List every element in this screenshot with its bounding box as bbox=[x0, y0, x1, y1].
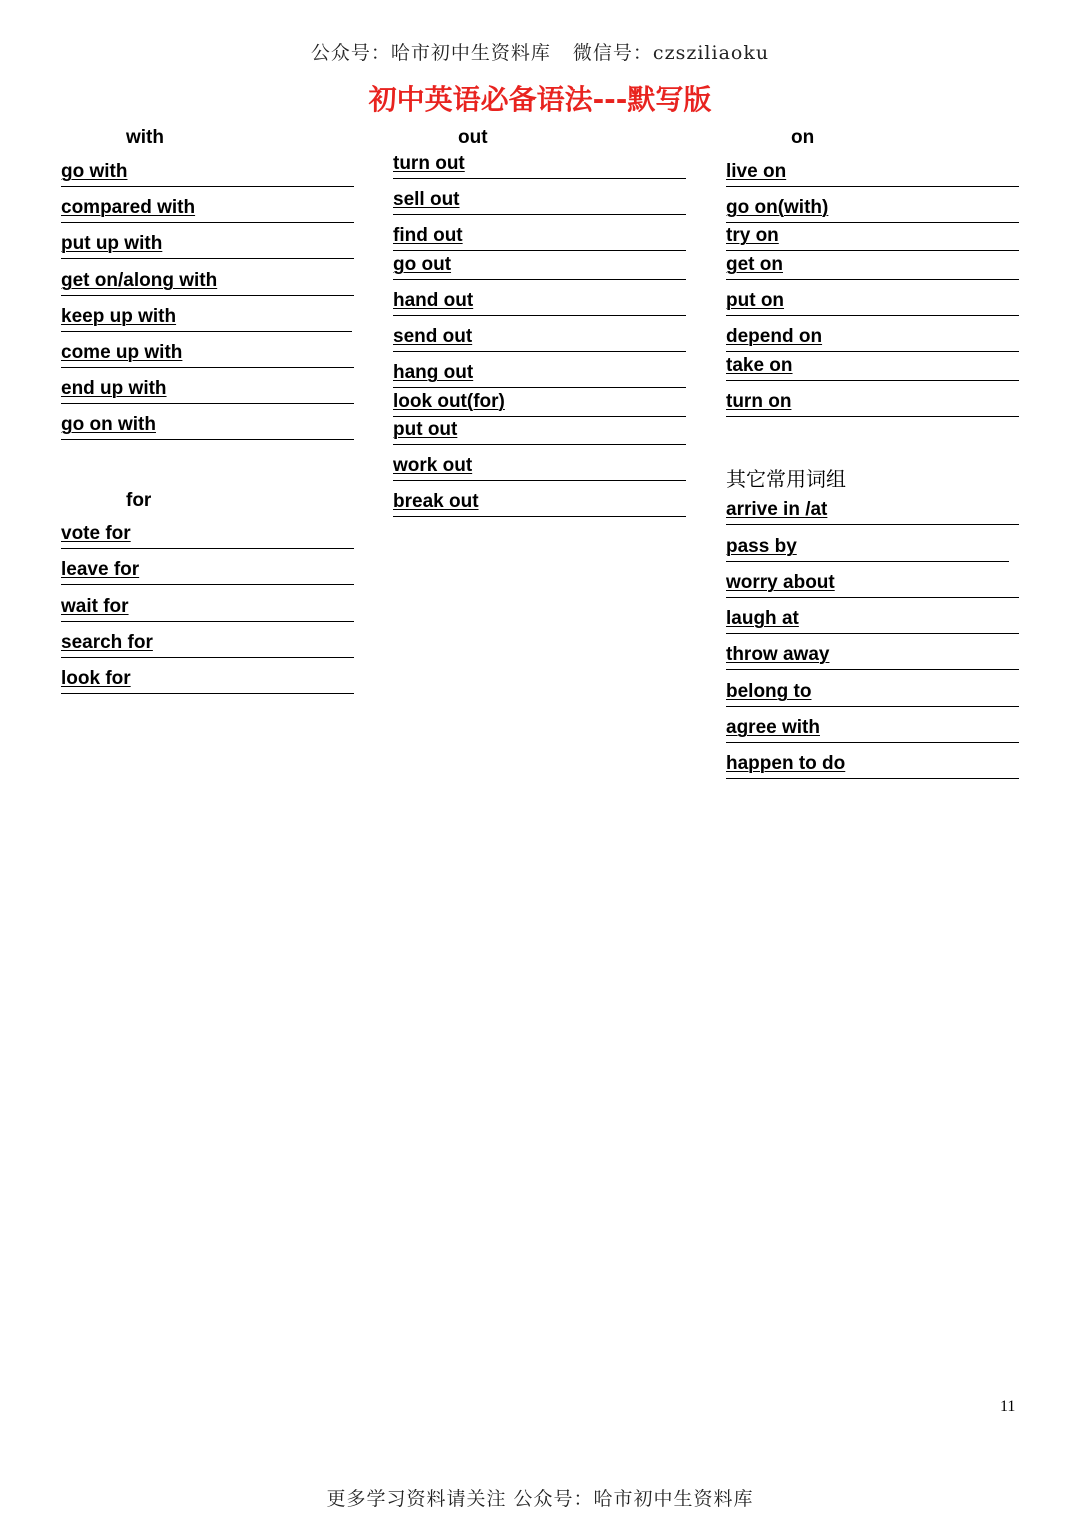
other-phrases-heading: 其它常用词组 bbox=[726, 467, 846, 491]
page-header bbox=[0, 38, 1080, 65]
with-item: end up with bbox=[61, 376, 354, 404]
header-account: 公众号：哈市初中生资料库 bbox=[310, 42, 551, 64]
out-item: break out bbox=[393, 489, 686, 517]
on-item: depend on bbox=[726, 324, 1019, 352]
out-item: hang out bbox=[393, 360, 686, 388]
other-item: arrive in /at bbox=[726, 497, 1019, 525]
other-item: happen to do bbox=[726, 751, 1019, 779]
header-wechat: 微信号：czsziliaoku bbox=[572, 42, 770, 64]
for-item: vote for bbox=[61, 521, 354, 549]
out-item: go out bbox=[393, 252, 686, 280]
for-item: wait for bbox=[61, 594, 354, 622]
with-item: put up with bbox=[61, 231, 354, 259]
out-heading: out bbox=[458, 127, 488, 148]
on-item: take on bbox=[726, 353, 1019, 381]
other-item: worry about bbox=[726, 570, 1019, 598]
out-item: send out bbox=[393, 324, 686, 352]
on-item: live on bbox=[726, 159, 1019, 187]
with-item: get on/along with bbox=[61, 268, 354, 296]
for-item: look for bbox=[61, 666, 354, 694]
other-item: belong to bbox=[726, 679, 1019, 707]
with-item: go with bbox=[61, 159, 354, 187]
out-item: sell out bbox=[393, 187, 686, 215]
out-item: turn out bbox=[393, 151, 686, 179]
for-heading: for bbox=[126, 490, 152, 511]
document-title: 初中英语必备语法---默写版 bbox=[368, 83, 712, 116]
on-item: turn on bbox=[726, 389, 1019, 417]
with-item: compared with bbox=[61, 195, 354, 223]
on-item: go on(with) bbox=[726, 195, 1019, 223]
on-heading: on bbox=[791, 127, 815, 148]
on-item: get on bbox=[726, 252, 1019, 280]
with-heading: with bbox=[126, 127, 164, 148]
on-item: try on bbox=[726, 223, 1019, 251]
with-item: come up with bbox=[61, 340, 354, 368]
other-item: agree with bbox=[726, 715, 1019, 743]
page-number: 11 bbox=[1000, 1398, 1016, 1415]
out-item: look out(for) bbox=[393, 389, 686, 417]
out-item: work out bbox=[393, 453, 686, 481]
out-item: find out bbox=[393, 223, 686, 251]
for-item: search for bbox=[61, 630, 354, 658]
other-item: pass by bbox=[726, 534, 1009, 562]
with-item: go on with bbox=[61, 412, 354, 440]
page-footer: 更多学习资料请关注 公众号：哈市初中生资料库 bbox=[326, 1488, 754, 1510]
out-item: hand out bbox=[393, 288, 686, 316]
for-item: leave for bbox=[61, 557, 354, 585]
with-item: keep up with bbox=[61, 304, 352, 332]
other-item: throw away bbox=[726, 642, 1019, 670]
other-item: laugh at bbox=[726, 606, 1019, 634]
on-item: put on bbox=[726, 288, 1019, 316]
out-item: put out bbox=[393, 417, 686, 445]
